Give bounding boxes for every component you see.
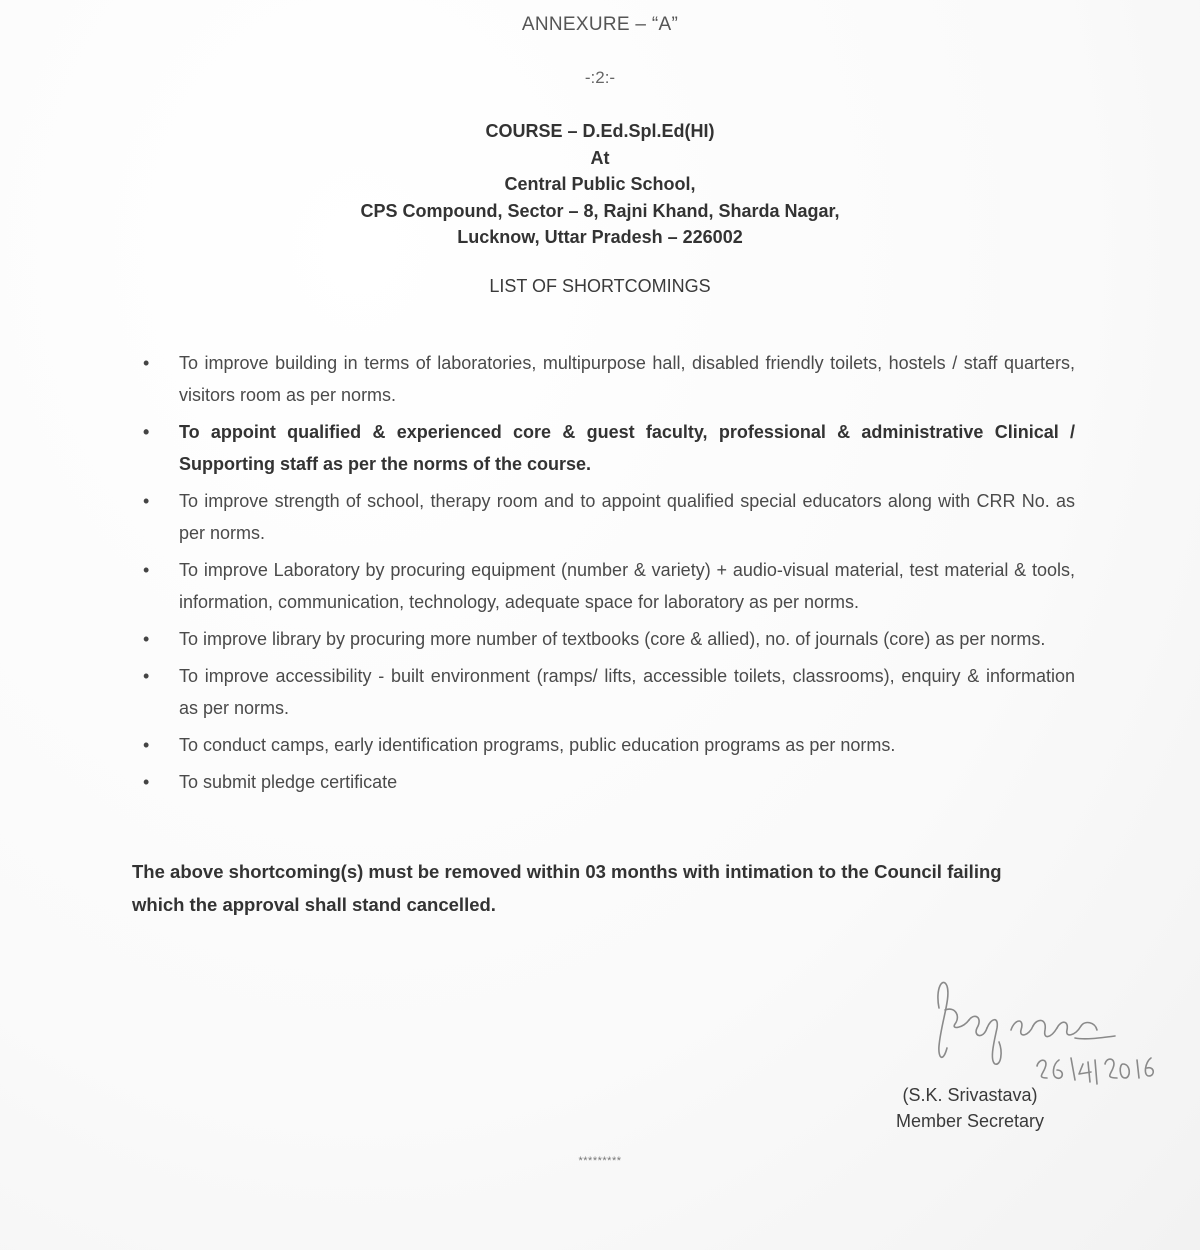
shortcomings-list — [140, 347, 1075, 803]
institution-address-line2: Lucknow, Uttar Pradesh – 226002 — [457, 227, 743, 247]
list-item — [140, 416, 1075, 480]
course-at: At — [590, 147, 610, 168]
bullet-icon: • — [143, 491, 150, 511]
list-item — [140, 660, 1075, 724]
signatory-block — [880, 1082, 1060, 1134]
signatory-name: (S.K. Srivastava) — [902, 1085, 1038, 1105]
list-item-text: To submit pledge certificate — [179, 772, 398, 792]
annexure-heading: ANNEXURE – “A” — [521, 14, 679, 35]
bullet-icon: • — [143, 629, 150, 649]
signatory-designation: Member Secretary — [895, 1111, 1045, 1131]
list-item — [140, 729, 1075, 761]
course-title: COURSE – D.Ed.Spl.Ed(HI) — [485, 121, 715, 141]
end-marks: ********* — [578, 1155, 622, 1167]
list-item-text: To improve library by procuring more number of textbooks (core & allied), no. of journals (core) as per norms. — [179, 629, 1046, 649]
list-item-text: To conduct camps, early identification programs, public education programs as per norms. — [179, 735, 896, 755]
list-item — [140, 347, 1075, 411]
bullet-icon: • — [143, 422, 150, 442]
list-item-text: To appoint qualified & experienced core & guest faculty, professional & administrative Clinical / Supporting staff as per the norms of the course. — [179, 422, 1075, 474]
institution-address-line1: CPS Compound, Sector – 8, Rajni Khand, Sharda Nagar, — [360, 200, 840, 221]
course-details — [0, 118, 1200, 251]
bullet-icon: • — [143, 772, 150, 792]
list-item — [140, 485, 1075, 549]
bullet-icon: • — [143, 666, 150, 686]
bullet-icon: • — [143, 353, 150, 373]
list-item — [140, 623, 1075, 655]
list-item-text: To improve building in terms of laboratories, multipurpose hall, disabled friendly toilets, hostels / staff quarters, visitors room as per norms. — [179, 353, 1075, 405]
list-item — [140, 766, 1075, 798]
page-number: -:2:- — [584, 68, 616, 87]
conclusion-notice: The above shortcoming(s) must be removed within 03 months with intimation to the Council failing which the approval shall stand cancelled. — [132, 861, 1002, 915]
handwritten-signature — [925, 968, 1155, 1098]
bullet-icon: • — [143, 560, 150, 580]
list-item-text: To improve strength of school, therapy room and to appoint qualified special educators along with CRR No. as per norms. — [179, 491, 1075, 543]
list-title: LIST OF SHORTCOMINGS — [489, 276, 711, 296]
list-item-text: To improve Laboratory by procuring equipment (number & variety) + audio-visual material, test material & tools, information, communication, technology, adequate space for laboratory as per norms. — [179, 560, 1075, 612]
list-item — [140, 554, 1075, 618]
bullet-icon: • — [143, 735, 150, 755]
institution-name: Central Public School, — [504, 174, 696, 194]
list-item-text: To improve accessibility - built environment (ramps/ lifts, accessible toilets, classrooms), enquiry & information as per norms. — [179, 666, 1075, 718]
